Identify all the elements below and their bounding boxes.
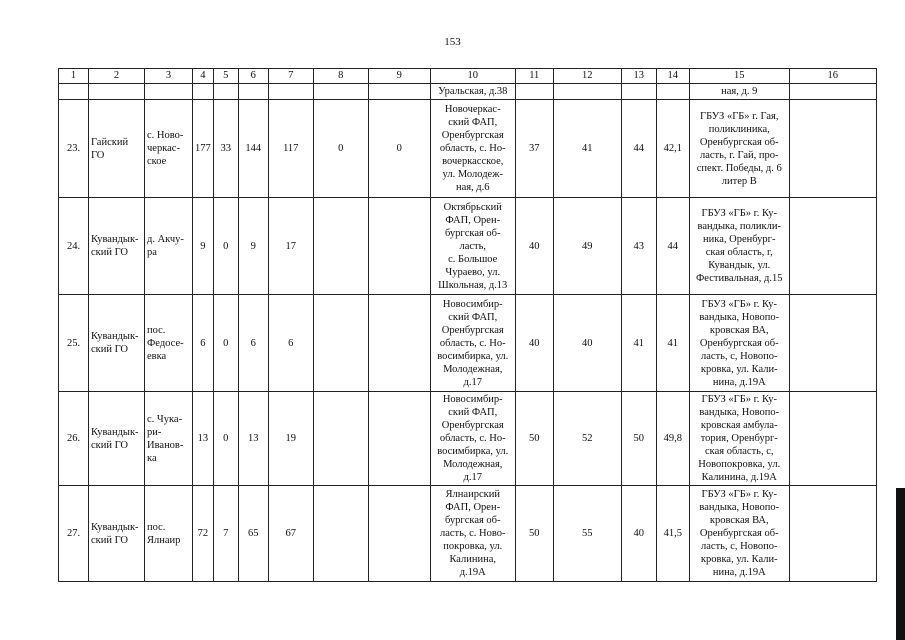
cell-line: нина, д.19А — [712, 567, 766, 578]
value-cell: 0 — [213, 198, 238, 295]
cell-line: Молодежная, — [443, 363, 503, 375]
column-header: 4 — [193, 69, 214, 84]
cell-line: бургская об- — [444, 227, 501, 239]
value-cell: 40 — [515, 295, 553, 392]
value-cell: 7 — [213, 486, 238, 582]
notes-cell — [789, 295, 876, 392]
notes-cell — [789, 100, 876, 198]
cell-line: вандыка, Новопо- — [699, 502, 780, 513]
cell-line: Фестивальная, д.15 — [695, 273, 783, 284]
cell-line: Кувандык- — [91, 331, 139, 342]
row-number: 24. — [59, 198, 89, 295]
cell-line: Школьная, д.13 — [438, 279, 508, 291]
institution-address-cell — [689, 486, 789, 582]
scan-edge-mark — [896, 488, 905, 640]
cell-line: кровская ВА, — [709, 515, 769, 526]
column-header: 11 — [515, 69, 553, 84]
table-row — [59, 295, 877, 392]
page-number: 153 — [444, 36, 461, 48]
value-cell: 40 — [553, 295, 621, 392]
value-cell — [313, 295, 368, 392]
value-cell — [368, 295, 430, 392]
cell-line: ГО — [91, 149, 105, 161]
cell-line: ри- — [147, 426, 162, 438]
cell-line: ФАП, Орен- — [445, 502, 501, 513]
cell-line: ский ГО — [91, 534, 129, 546]
cell-line: ское — [147, 156, 167, 167]
cell-line: Калинина, — [449, 554, 497, 565]
cell-line: ГБУЗ «ГБ» г. Гая, — [700, 110, 779, 122]
value-cell: 44 — [656, 198, 689, 295]
table-row — [59, 486, 877, 582]
cell-line: Оренбургская об- — [699, 528, 779, 539]
cell-line: область, с. Но- — [439, 433, 506, 444]
value-cell: 40 — [621, 486, 656, 582]
cell-line: ласть, с, Новопо- — [701, 350, 778, 362]
cell-line: Новопокровка, ул. — [698, 459, 781, 470]
facility-address-cell — [430, 486, 515, 582]
value-cell: 41 — [553, 100, 621, 198]
district-cell — [89, 486, 145, 582]
value-cell — [313, 198, 368, 295]
data-table — [58, 68, 877, 582]
cell-line: восимбирка, ул. — [437, 350, 509, 362]
cell-line: ский ГО — [91, 247, 129, 258]
cell-line: черкас- — [147, 143, 180, 154]
settlement-cell — [145, 392, 193, 486]
cell-line: литер В — [721, 175, 757, 187]
value-cell: 19 — [268, 392, 313, 486]
district-cell — [89, 100, 145, 198]
settlement-cell — [145, 295, 193, 392]
value-cell: 0 — [213, 295, 238, 392]
row-number: 23. — [59, 100, 89, 198]
value-cell: 72 — [193, 486, 214, 582]
cell-line: Оренбургская об- — [699, 337, 779, 349]
cell-line: область, с. Но- — [439, 337, 506, 349]
institution-address-cell — [689, 198, 789, 295]
institution-address-cell — [689, 295, 789, 392]
cell-line: Кувандык- — [91, 234, 139, 245]
cell-line: ГБУЗ «ГБ» г. Ку- — [701, 208, 777, 219]
value-cell: 44 — [621, 100, 656, 198]
row-number: 26. — [59, 392, 89, 486]
header-row — [59, 69, 877, 84]
table-row — [59, 392, 877, 486]
institution-address-cell — [689, 392, 789, 486]
table-row — [59, 100, 877, 198]
settlement-cell — [145, 486, 193, 582]
cell-line: Оренбургская — [441, 130, 504, 141]
cell-line: нина, д.19А — [712, 376, 766, 388]
cell-line: ский ГО — [91, 344, 129, 355]
cell-line: д.17 — [463, 376, 482, 388]
cell-line: Калинина, д.19А — [701, 472, 777, 483]
continuation-institution: ная, д. 9 — [689, 84, 789, 100]
cell-line: ра — [147, 247, 157, 258]
cell-line: пос. — [147, 324, 166, 336]
value-cell: 52 — [553, 392, 621, 486]
cell-line: вандыка, Новопо- — [699, 311, 780, 323]
value-cell: 33 — [213, 100, 238, 198]
column-header: 15 — [689, 69, 789, 84]
cell-line: Оренбургская об- — [699, 136, 779, 148]
value-cell: 177 — [193, 100, 214, 198]
district-cell — [89, 198, 145, 295]
table-row — [59, 198, 877, 295]
facility-address-cell — [430, 198, 515, 295]
cell-line: поликлиника, — [708, 123, 770, 135]
value-cell — [313, 392, 368, 486]
value-cell: 9 — [238, 198, 268, 295]
cell-line: ласть, г. Гай, про- — [699, 149, 779, 161]
facility-address-cell — [430, 100, 515, 198]
institution-address-cell — [689, 100, 789, 198]
settlement-cell — [145, 198, 193, 295]
value-cell: 9 — [193, 198, 214, 295]
cell-line: ФАП, Орен- — [445, 214, 501, 226]
column-header: 9 — [368, 69, 430, 84]
cell-line: кровская амбула- — [700, 420, 778, 431]
value-cell: 37 — [515, 100, 553, 198]
cell-line: Кувандык- — [91, 426, 139, 438]
value-cell: 67 — [268, 486, 313, 582]
cell-line: Кувандык, ул. — [708, 260, 771, 271]
column-header: 2 — [89, 69, 145, 84]
cell-line: Оренбургская — [441, 420, 504, 431]
value-cell: 43 — [621, 198, 656, 295]
notes-cell — [789, 486, 876, 582]
value-cell: 0 — [368, 100, 430, 198]
value-cell — [368, 392, 430, 486]
column-header: 7 — [268, 69, 313, 84]
cell-line: Федосе- — [147, 337, 184, 349]
column-header: 13 — [621, 69, 656, 84]
cell-line: ская область, с, — [704, 446, 774, 457]
cell-line: Гайский — [91, 136, 129, 148]
cell-line: бургская об- — [444, 515, 501, 526]
cell-line: Молодежная, — [443, 459, 503, 470]
facility-address-cell — [430, 392, 515, 486]
cell-line: Чураево, ул. — [445, 266, 501, 278]
facility-address-cell — [430, 295, 515, 392]
cell-line: кровка, ул. Кали- — [700, 554, 778, 565]
value-cell: 41 — [656, 295, 689, 392]
cell-line: Иванов- — [147, 439, 184, 451]
cell-line: с. Чука- — [147, 413, 183, 425]
value-cell: 13 — [238, 392, 268, 486]
settlement-cell — [145, 100, 193, 198]
column-header: 5 — [213, 69, 238, 84]
cell-line: д.19А — [459, 567, 486, 578]
column-header: 14 — [656, 69, 689, 84]
cell-line: ГБУЗ «ГБ» г. Ку- — [701, 394, 777, 405]
cell-line: вочеркасское, — [442, 156, 504, 167]
cell-line: Новосимбир- — [442, 298, 503, 310]
cell-line: Октябрьский — [443, 201, 502, 213]
cell-line: ласть, с. Ново- — [439, 528, 506, 539]
cell-line: Новосимбир- — [442, 394, 503, 405]
value-cell: 41,5 — [656, 486, 689, 582]
value-cell: 144 — [238, 100, 268, 198]
notes-cell — [789, 198, 876, 295]
column-header: 10 — [430, 69, 515, 84]
cell-line: ский ФАП, — [448, 117, 498, 128]
cell-line: ГБУЗ «ГБ» г. Ку- — [701, 298, 777, 310]
cell-line: пос. — [147, 521, 166, 533]
cell-line: ская область, г, — [705, 247, 773, 258]
continuation-address: Уральская, д.38 — [430, 84, 515, 100]
value-cell — [313, 486, 368, 582]
cell-line: евка — [147, 350, 167, 362]
row-number: 25. — [59, 295, 89, 392]
district-cell — [89, 392, 145, 486]
cell-line: Оренбургская — [441, 324, 504, 336]
cell-line: ласть, с, Новопо- — [701, 541, 778, 552]
value-cell: 42,1 — [656, 100, 689, 198]
cell-line: Кувандык- — [91, 521, 139, 533]
cell-line: ский ФАП, — [448, 311, 498, 323]
cell-line: с. Ново- — [147, 130, 184, 141]
value-cell: 13 — [193, 392, 214, 486]
notes-cell — [789, 392, 876, 486]
cell-line: ский ГО — [91, 439, 129, 451]
row-number: 27. — [59, 486, 89, 582]
cell-line: область, с. Но- — [439, 143, 506, 154]
cell-line: ский ФАП, — [448, 407, 498, 418]
column-header: 1 — [59, 69, 89, 84]
value-cell: 6 — [193, 295, 214, 392]
cell-line: Ялнаир — [147, 534, 181, 546]
column-header: 6 — [238, 69, 268, 84]
cell-line: ласть, — [459, 240, 487, 252]
cell-line: Ялнаирский — [445, 489, 500, 500]
cell-line: ка — [147, 452, 157, 464]
cell-line: ГБУЗ «ГБ» г. Ку- — [701, 489, 777, 500]
value-cell: 49 — [553, 198, 621, 295]
value-cell — [368, 198, 430, 295]
value-cell: 0 — [213, 392, 238, 486]
cell-line: покровка, ул. — [443, 541, 503, 552]
value-cell: 50 — [515, 392, 553, 486]
value-cell — [368, 486, 430, 582]
cell-line: ул. Молодеж- — [442, 169, 503, 180]
cell-line: ная, д.6 — [455, 182, 490, 193]
value-cell: 41 — [621, 295, 656, 392]
cell-line: вандыка, поликли- — [697, 221, 781, 232]
value-cell: 17 — [268, 198, 313, 295]
column-header: 12 — [553, 69, 621, 84]
value-cell: 0 — [313, 100, 368, 198]
cell-line: с. Большое — [448, 253, 498, 265]
cell-line: д.17 — [463, 472, 482, 483]
value-cell: 50 — [621, 392, 656, 486]
column-header: 16 — [789, 69, 876, 84]
cell-line: Новочеркас- — [444, 104, 501, 115]
value-cell: 50 — [515, 486, 553, 582]
district-cell — [89, 295, 145, 392]
continuation-row — [59, 84, 877, 100]
value-cell: 55 — [553, 486, 621, 582]
cell-line: кровка, ул. Кали- — [700, 363, 778, 375]
cell-line: спект. Победы, д. 6 — [696, 162, 782, 174]
value-cell: 40 — [515, 198, 553, 295]
column-header: 8 — [313, 69, 368, 84]
value-cell: 49,8 — [656, 392, 689, 486]
value-cell: 6 — [268, 295, 313, 392]
value-cell: 65 — [238, 486, 268, 582]
cell-line: кровская ВА, — [709, 324, 769, 336]
value-cell: 6 — [238, 295, 268, 392]
cell-line: д. Акчу- — [147, 234, 184, 245]
column-header: 3 — [145, 69, 193, 84]
cell-line: ника, Оренбург- — [703, 234, 776, 245]
value-cell: 117 — [268, 100, 313, 198]
cell-line: тория, Оренбург- — [700, 433, 778, 444]
cell-line: восимбирка, ул. — [437, 446, 509, 457]
cell-line: вандыка, Новопо- — [699, 407, 780, 418]
